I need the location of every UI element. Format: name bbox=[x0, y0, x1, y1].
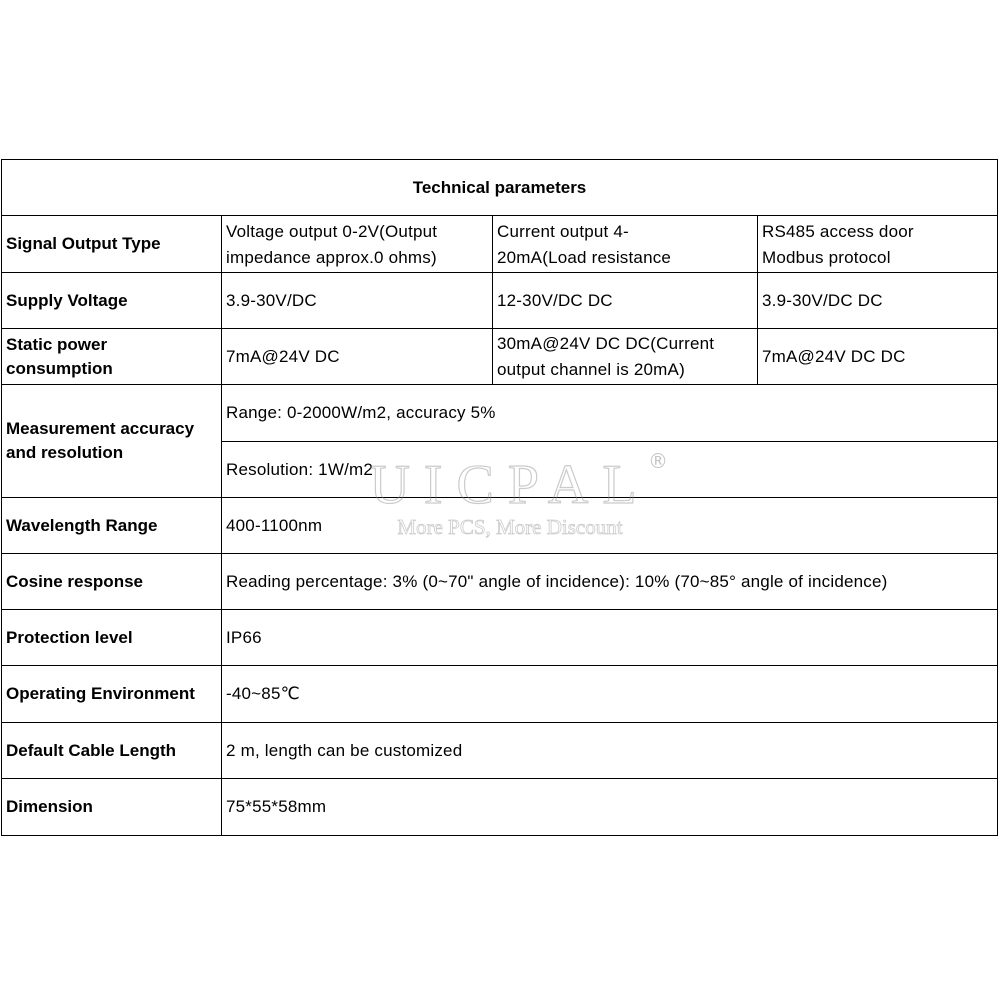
operating-env-value: -40~85℃ bbox=[221, 665, 998, 723]
supply-voltage-voltage: 3.9-30V/DC bbox=[221, 272, 493, 329]
measurement-resolution: Resolution: 1W/m2 bbox=[221, 441, 998, 498]
measurement-range: Range: 0-2000W/m2, accuracy 5% bbox=[221, 384, 998, 442]
cosine-value: Reading percentage: 3% (0~70" angle of incidence): 10% (70~85° angle of incidence) bbox=[221, 553, 998, 610]
signal-output-rs485: RS485 access door Modbus protocol bbox=[757, 215, 998, 273]
row-label-measurement: Measurement accuracy and resolution bbox=[1, 384, 222, 498]
supply-voltage-rs485: 3.9-30V/DC DC bbox=[757, 272, 998, 329]
static-power-rs485: 7mA@24V DC DC bbox=[757, 328, 998, 385]
row-label-signal-output-type: Signal Output Type bbox=[1, 215, 222, 273]
static-power-voltage: 7mA@24V DC bbox=[221, 328, 493, 385]
row-label-operating-env: Operating Environment bbox=[1, 665, 222, 723]
row-label-static-power: Static power consumption bbox=[1, 328, 222, 385]
signal-output-voltage: Voltage output 0-2V(Output impedance approx.0 ohms) bbox=[221, 215, 493, 273]
row-label-cosine: Cosine response bbox=[1, 553, 222, 610]
supply-voltage-current: 12-30V/DC DC bbox=[492, 272, 758, 329]
row-label-dimension: Dimension bbox=[1, 778, 222, 836]
watermark-registered-mark: ® bbox=[648, 449, 668, 473]
row-label-wavelength: Wavelength Range bbox=[1, 497, 222, 554]
protection-value: IP66 bbox=[221, 609, 998, 666]
row-label-cable-length: Default Cable Length bbox=[1, 722, 222, 779]
dimension-value: 75*55*58mm bbox=[221, 778, 998, 836]
static-power-current: 30mA@24V DC DC(Current output channel is 20mA) bbox=[492, 328, 758, 385]
technical-parameters-table bbox=[2, 160, 998, 838]
row-label-protection: Protection level bbox=[1, 609, 222, 666]
cable-length-value: 2 m, length can be customized bbox=[221, 722, 998, 779]
signal-output-current: Current output 4- 20mA(Load resistance bbox=[492, 215, 758, 273]
wavelength-value: 400-1100nm bbox=[221, 497, 998, 554]
row-label-supply-voltage: Supply Voltage bbox=[1, 272, 222, 329]
table-title: Technical parameters bbox=[1, 159, 998, 216]
